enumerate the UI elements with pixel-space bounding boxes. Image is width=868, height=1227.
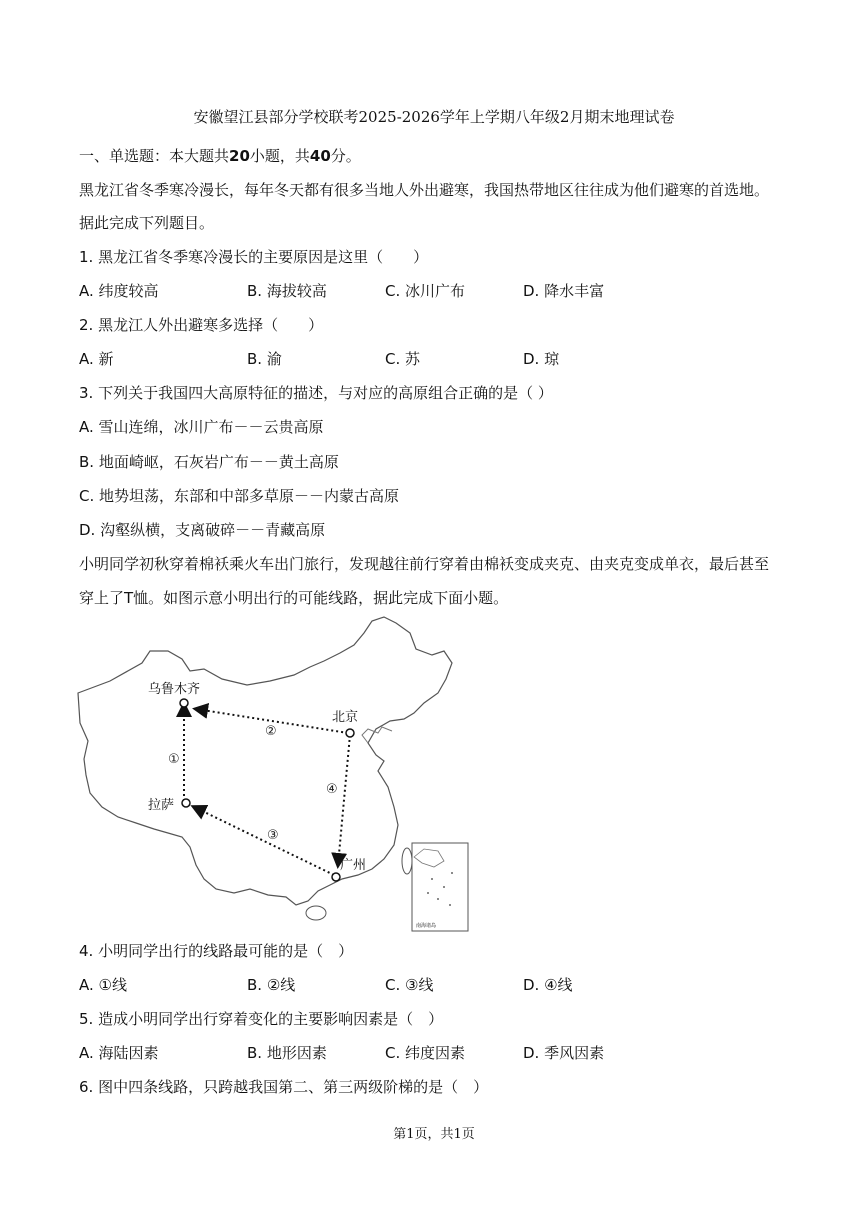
route-4-line [338, 735, 350, 865]
q2-option-c[interactable]: C. 苏 [385, 350, 421, 368]
q2-option-b[interactable]: B. 渝 [247, 350, 282, 368]
guangzhou-marker [332, 873, 340, 881]
inset-label: 南海诸岛 [416, 923, 437, 929]
q5-option-d[interactable]: D. 季风因素 [523, 1044, 605, 1062]
section-count: 20 [229, 147, 250, 165]
lhasa-marker [182, 799, 190, 807]
q4-option-a[interactable]: A. ①线 [79, 976, 127, 994]
q5-stem: 5. 造成小明同学出行穿着变化的主要影响因素是（ ） [79, 1010, 444, 1028]
route-map [72, 611, 472, 936]
q6-stem: 6. 图中四条线路，只跨越我国第二、第三两级阶梯的是（ ） [79, 1078, 489, 1096]
taiwan-island [402, 848, 412, 874]
q3-stem: 3. 下列关于我国四大高原特征的描述，与对应的高原组合正确的是（ ） [79, 384, 553, 402]
q1-stem: 1. 黑龙江省冬季寒冷漫长的主要原因是这里（ ） [79, 248, 429, 266]
route-3-line [194, 807, 334, 875]
city-guangzhou-label: 广州 [340, 858, 367, 873]
q1-option-d[interactable]: D. 降水丰富 [523, 282, 605, 300]
south-sea-inset [412, 843, 468, 931]
section-mid: 小题，共 [249, 147, 310, 165]
route-4-label: ④ [326, 782, 338, 797]
hainan-island [306, 906, 326, 920]
intro2-line1: 小明同学初秋穿着棉袄乘火车出门旅行，发现越往前行穿着由棉袄变成夹克、由夹克变成单衣，最后甚至 [79, 555, 770, 573]
q4-option-d[interactable]: D. ④线 [523, 976, 573, 994]
urumqi-marker [180, 699, 188, 707]
q4-stem: 4. 小明同学出行的线路最可能的是（ ） [79, 942, 354, 960]
q1-option-a[interactable]: A. 纬度较高 [79, 282, 159, 300]
city-beijing-label: 北京 [332, 710, 359, 725]
page-title: 安徽望江县部分学校联考2025-2026学年上学期八年级2月期末地理试卷 [193, 108, 675, 126]
q1-option-b[interactable]: B. 海拔较高 [247, 282, 327, 300]
route-3-label: ③ [267, 828, 279, 843]
q3-option-d[interactable]: D. 沟壑纵横，支离破碎－－青藏高原 [79, 521, 326, 539]
section-score: 40 [309, 147, 331, 165]
route-1-label: ① [168, 752, 180, 767]
intro1-line1: 黑龙江省冬季寒冷漫长，每年冬天都有很多当地人外出避寒，我国热带地区往往成为他们避寒的首选地。 [79, 181, 770, 199]
bohai-coast [362, 727, 392, 743]
beijing-marker [346, 729, 354, 737]
q2-option-a[interactable]: A. 新 [79, 350, 114, 368]
intro1-line2: 据此完成下列题目。 [79, 214, 215, 232]
q2-option-d[interactable]: D. 琼 [523, 350, 560, 368]
page-footer: 第1页，共1页 [393, 1127, 475, 1142]
route-2-label: ② [265, 724, 277, 739]
q4-option-c[interactable]: C. ③线 [385, 976, 434, 994]
q1-option-c[interactable]: C. 冰川广布 [385, 282, 466, 300]
q3-option-a[interactable]: A. 雪山连绵，冰川广布－－云贵高原 [79, 418, 324, 436]
section-prefix: 一、单选题：本大题共 [79, 147, 230, 165]
q2-stem: 2. 黑龙江人外出避寒多选择（ ） [79, 316, 324, 334]
section-header [79, 145, 361, 166]
q4-option-b[interactable]: B. ②线 [247, 976, 296, 994]
city-urumqi-label: 乌鲁木齐 [148, 682, 201, 697]
q5-option-b[interactable]: B. 地形因素 [247, 1044, 327, 1062]
intro2-line2: 穿上了T恤。如图示意小明出行的可能线路，据此完成下面小题。 [79, 589, 509, 607]
q5-option-c[interactable]: C. 纬度因素 [385, 1044, 466, 1062]
city-lhasa-label: 拉萨 [148, 798, 175, 813]
q3-option-c[interactable]: C. 地势坦荡，东部和中部多草原－－内蒙古高原 [79, 487, 400, 505]
section-suffix: 分。 [330, 147, 361, 165]
q3-option-b[interactable]: B. 地面崎岖，石灰岩广布－－黄土高原 [79, 453, 339, 471]
china-outline [78, 617, 452, 905]
q5-option-a[interactable]: A. 海陆因素 [79, 1044, 159, 1062]
